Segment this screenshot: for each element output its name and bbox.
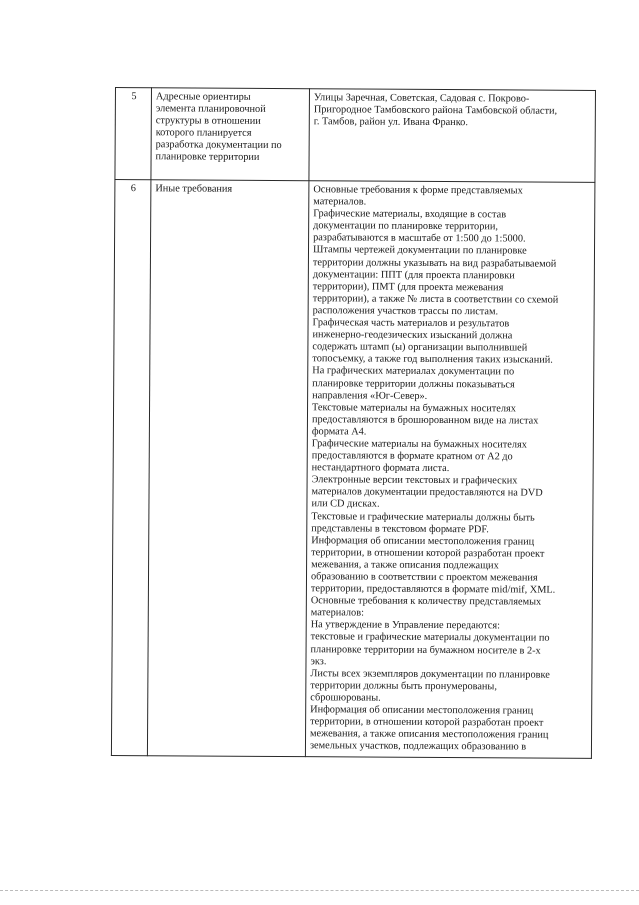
text-line: нестандартного формата листа. [311,462,450,475]
text-line: материалов документации предоставляются на DVD [311,486,543,499]
text-line: Иные требования [155,183,233,195]
text-line: предоставляются в формате кратном от А2 до [311,450,513,463]
text-line: Графические материалы на бумажных носителях [311,438,527,451]
text-line: Адресные ориентиры [155,91,251,103]
text-line: Листы всех экземпляров документации по планировке [310,667,550,681]
text-line: Основные требования к количеству представляемых [310,595,542,608]
text-line: направления «Юг-Север». [312,389,428,402]
text-line: предоставляются в брошюрованном виде на листах [311,413,539,427]
text-line: межевания, а также описания местоположения границ [310,728,549,741]
scan-edge-line [0,890,639,891]
text-line: инженерно-геодезических изысканий должна [312,329,513,342]
text-line: образованию в соответствии с проектом межевания [310,571,538,584]
text-line: текстовые и графические материалы документации по [310,631,550,645]
text-line: Текстовые материалы на бумажных носителях [312,401,516,415]
text-line: Графические материалы, входящие в состав [313,208,507,221]
requirements-table [111,87,596,759]
row-value [305,181,595,759]
text-line: земельных участков, подлежащих образованию в [309,740,527,753]
text-line: Пригородное Тамбовского района Тамбовской области, [313,104,558,117]
text-line: территории), а также № листа в соответствии со схемой [312,293,559,306]
text-line: материалов. [313,196,367,208]
text-line: Информация об описании местоположения границ [310,704,534,717]
text-line: разрабатываются в масштабе от 1:500 до 1:5000. [313,232,526,245]
text-line: экз. [310,655,327,667]
table-row [115,88,596,183]
row-label [147,180,309,757]
text-line: Графическая часть материалов и результатов [312,317,510,330]
text-line: планировке территории на бумажном носителе в 2-х [310,643,541,657]
text-line: разработка документации по [155,139,282,152]
text-line: На графических материалах документации по [312,365,515,378]
text-line: межевания, а также описания подлежащих [311,559,499,572]
text-line: Электронные версии текстовых и графических [311,474,518,487]
text-line: Улицы Заречная, Советская, Садовая с. Покрово- [313,92,530,105]
row-number: 5 [115,88,152,180]
text-line: Текстовые и графические материалы должны быть [311,510,535,524]
text-line: которого планируется [155,127,252,140]
text-line: территории), ПМТ (для проекта межевания [312,280,504,294]
text-line: формата А4. [311,426,367,438]
row-value [309,89,596,183]
text-line: территории должны быть пронумерованы, [310,680,497,693]
row-number: 6 [111,180,151,757]
text-line: содержать штамп (ы) организации выполнившей [312,341,528,354]
text-line: сброшюрованы. [310,692,381,704]
text-line: территории должны указывать на вид разрабатываемой [312,256,557,270]
text-line: структуры в отношении [155,115,261,128]
text-line: Штампы чертежей документации по планировке [312,244,527,257]
text-line: Основные требования к форме представляемых [313,184,523,197]
text-line: планировке территории должны показываться [312,377,515,390]
row-label [151,88,310,181]
text-line: документации по планировке территории, [313,220,498,233]
text-line: Информация об описании местоположения границ [311,534,535,548]
text-line: представлены в текстовом формате PDF. [311,522,489,535]
text-line: элемента планировочной [155,103,266,116]
text-line: территории, в отношении которой разработан проект [310,716,544,729]
text-line: материалов: [310,607,364,619]
table-row [111,180,595,759]
text-line: топосъемку, а также год выполнения таких изысканий. [312,353,553,366]
text-line: территории, в отношении которой разработан проект [311,547,545,560]
text-line: расположения участков трассы по листам. [312,305,499,318]
text-line: территории, предоставляются в формате mid/mif, XML. [310,583,556,596]
text-line: документации: ППТ (для проекта планировки [312,268,515,282]
text-line: г. Тамбов, район ул. Ивана Франко. [313,116,468,129]
text-line: планировке территории [155,151,260,164]
text-line: На утверждение в Управление передаются: [310,619,501,632]
text-line: или CD дисках. [311,498,380,511]
